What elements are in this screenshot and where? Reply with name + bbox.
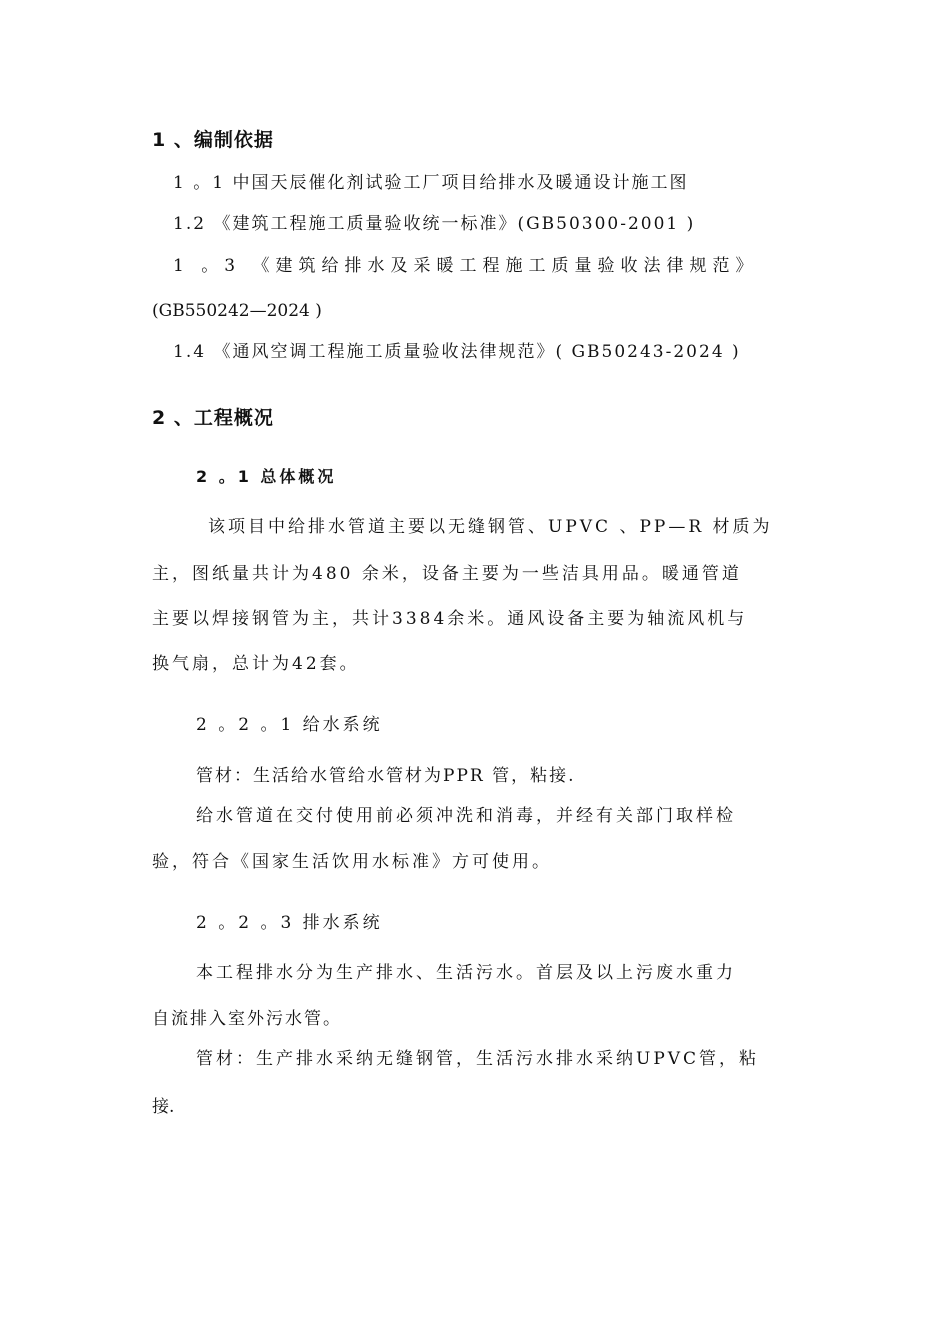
section-2-heading: 2 、工程概况 — [152, 407, 274, 429]
subsection-overview-heading: 2 。1 总体概况 — [196, 467, 337, 486]
overview-paragraph-line: 换气扇，总计为42套。 — [152, 654, 360, 674]
drainage-line: 本工程排水分为生产排水、生活污水。首层及以上污废水重力 — [196, 963, 736, 983]
reference-item-3: 1 。3 《建筑给排水及采暖工程施工质量验收法律规范》 — [173, 256, 759, 276]
section-1-heading: 1 、编制依据 — [152, 129, 274, 151]
water-supply-heading: 2 。2 。1 给水系统 — [196, 715, 383, 735]
drainage-line: 接. — [152, 1097, 175, 1117]
reference-item-4: 1.4 《通风空调工程施工质量验收法律规范》( GB50243-2024 ) — [173, 342, 741, 362]
reference-item-2: 1.2 《建筑工程施工质量验收统一标准》(GB50300-2001 ) — [173, 214, 696, 234]
overview-paragraph-line: 主，图纸量共计为480 余米，设备主要为一些洁具用品。暖通管道 — [152, 564, 742, 584]
reference-item-1: 1 。1 中国天辰催化剂试验工厂项目给排水及暖通设计施工图 — [173, 173, 689, 193]
reference-item-3-code: (GB550242—2024 ) — [152, 301, 322, 321]
drainage-line: 管材：生产排水采纳无缝钢管，生活污水排水采纳UPVC管，粘 — [196, 1049, 760, 1069]
drainage-heading: 2 。2 。3 排水系统 — [196, 913, 383, 933]
drainage-line: 自流排入室外污水管。 — [152, 1009, 342, 1029]
overview-paragraph-line: 主要以焊接钢管为主，共计3384余米。通风设备主要为轴流风机与 — [152, 609, 748, 629]
overview-paragraph-line: 该项目中给排水管道主要以无缝钢管、UPVC 、PP—R 材质为 — [208, 517, 773, 537]
water-supply-line: 管材：生活给水管给水管材为PPR 管，粘接. — [196, 766, 576, 786]
water-supply-line: 给水管道在交付使用前必须冲洗和消毒，并经有关部门取样检 — [196, 806, 736, 826]
water-supply-line: 验，符合《国家生活饮用水标准》方可使用。 — [152, 852, 552, 872]
